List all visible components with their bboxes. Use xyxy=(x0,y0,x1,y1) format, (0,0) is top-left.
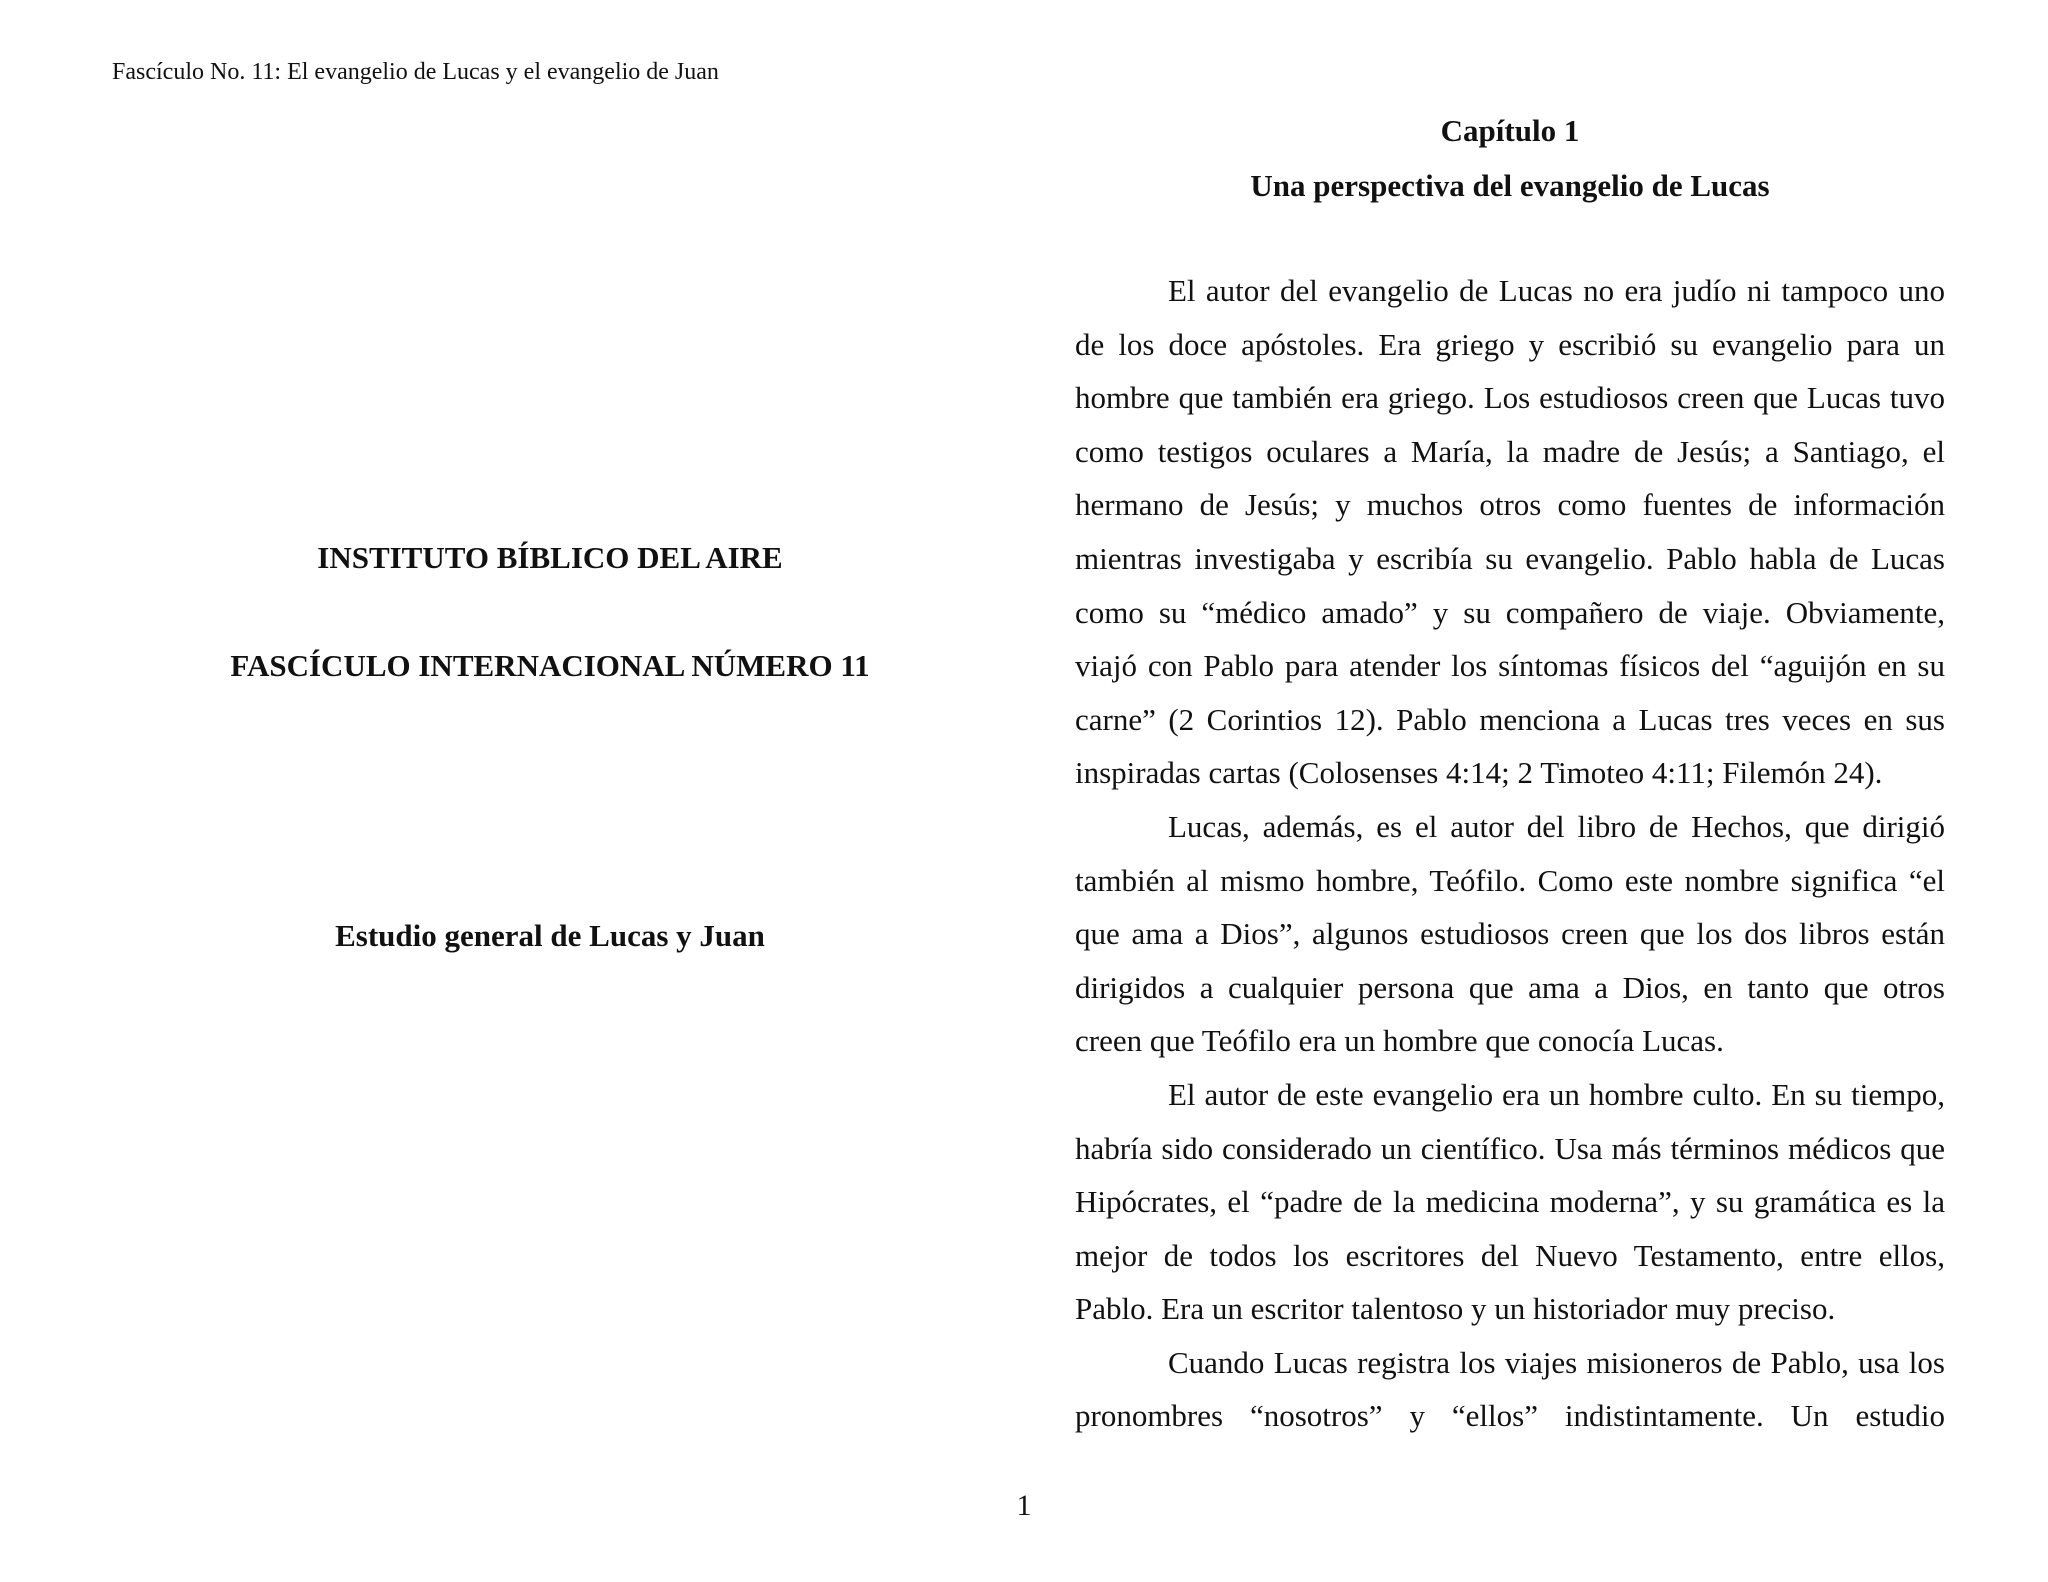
body-paragraph: Cuando Lucas registra los viajes misioneros de Pablo, usa los pronombres “nosotros” y “ellos” indistintamente. Un estudio xyxy=(1075,1344,1945,1434)
fascicle-title: FASCÍCULO INTERNACIONAL NÚMERO 11 xyxy=(230,648,870,683)
running-header: Fascículo No. 11: El evangelio de Lucas y el evangelio de Juan xyxy=(112,59,719,85)
chapter-number: Capítulo 1 xyxy=(1440,113,1580,148)
study-title: Estudio general de Lucas y Juan xyxy=(335,918,765,953)
chapter-title: Una perspectiva del evangelio de Lucas xyxy=(1250,168,1770,203)
institute-title: INSTITUTO BÍBLICO DEL AIRE xyxy=(317,540,783,575)
body-paragraph: El autor del evangelio de Lucas no era judío ni tampoco uno de los doce apóstoles. Era griego y escribió su evangelio para un hombre que también era griego. Los estudiosos creen que Lucas tuvo como testigos oculares a María, la madre de Jesús; a Santiago, el hermano de Jesús; y muchos otros como fuentes de información mientras investigaba y escribía su evangelio. Pablo habla de Lucas como su “médico amado” y su compañero de viaje. Obviamente, viajó con Pablo para atender los síntomas físicos del “aguijón en su carne” (2 Corintios 12). Pablo menciona a Lucas tres veces en sus inspiradas cartas (Colosenses 4:14; 2 Timoteo 4:11; Filemón 24). xyxy=(1075,273,1945,791)
body-paragraph: Lucas, además, es el autor del libro de Hechos, que dirigió también al mismo hombre, Teófilo. Como este nombre significa “el que ama a Dios”, algunos estudiosos creen que los dos libros están dirigidos a cualquier persona que ama a Dios, en tanto que otros creen que Teófilo era un hombre que conocía Lucas. xyxy=(1075,808,1945,1059)
chapter-body xyxy=(1075,264,1945,1443)
page-number: 1 xyxy=(1016,1489,1032,1522)
body-paragraph: El autor de este evangelio era un hombre culto. En su tiempo, habría sido considerado un científico. Usa más términos médicos que Hipócrates, el “padre de la medicina moderna”, y su gramática es la mejor de todos los escritores del Nuevo Testamento, entre ellos, Pablo. Era un escritor talentoso y un historiador muy preciso. xyxy=(1075,1076,1945,1327)
